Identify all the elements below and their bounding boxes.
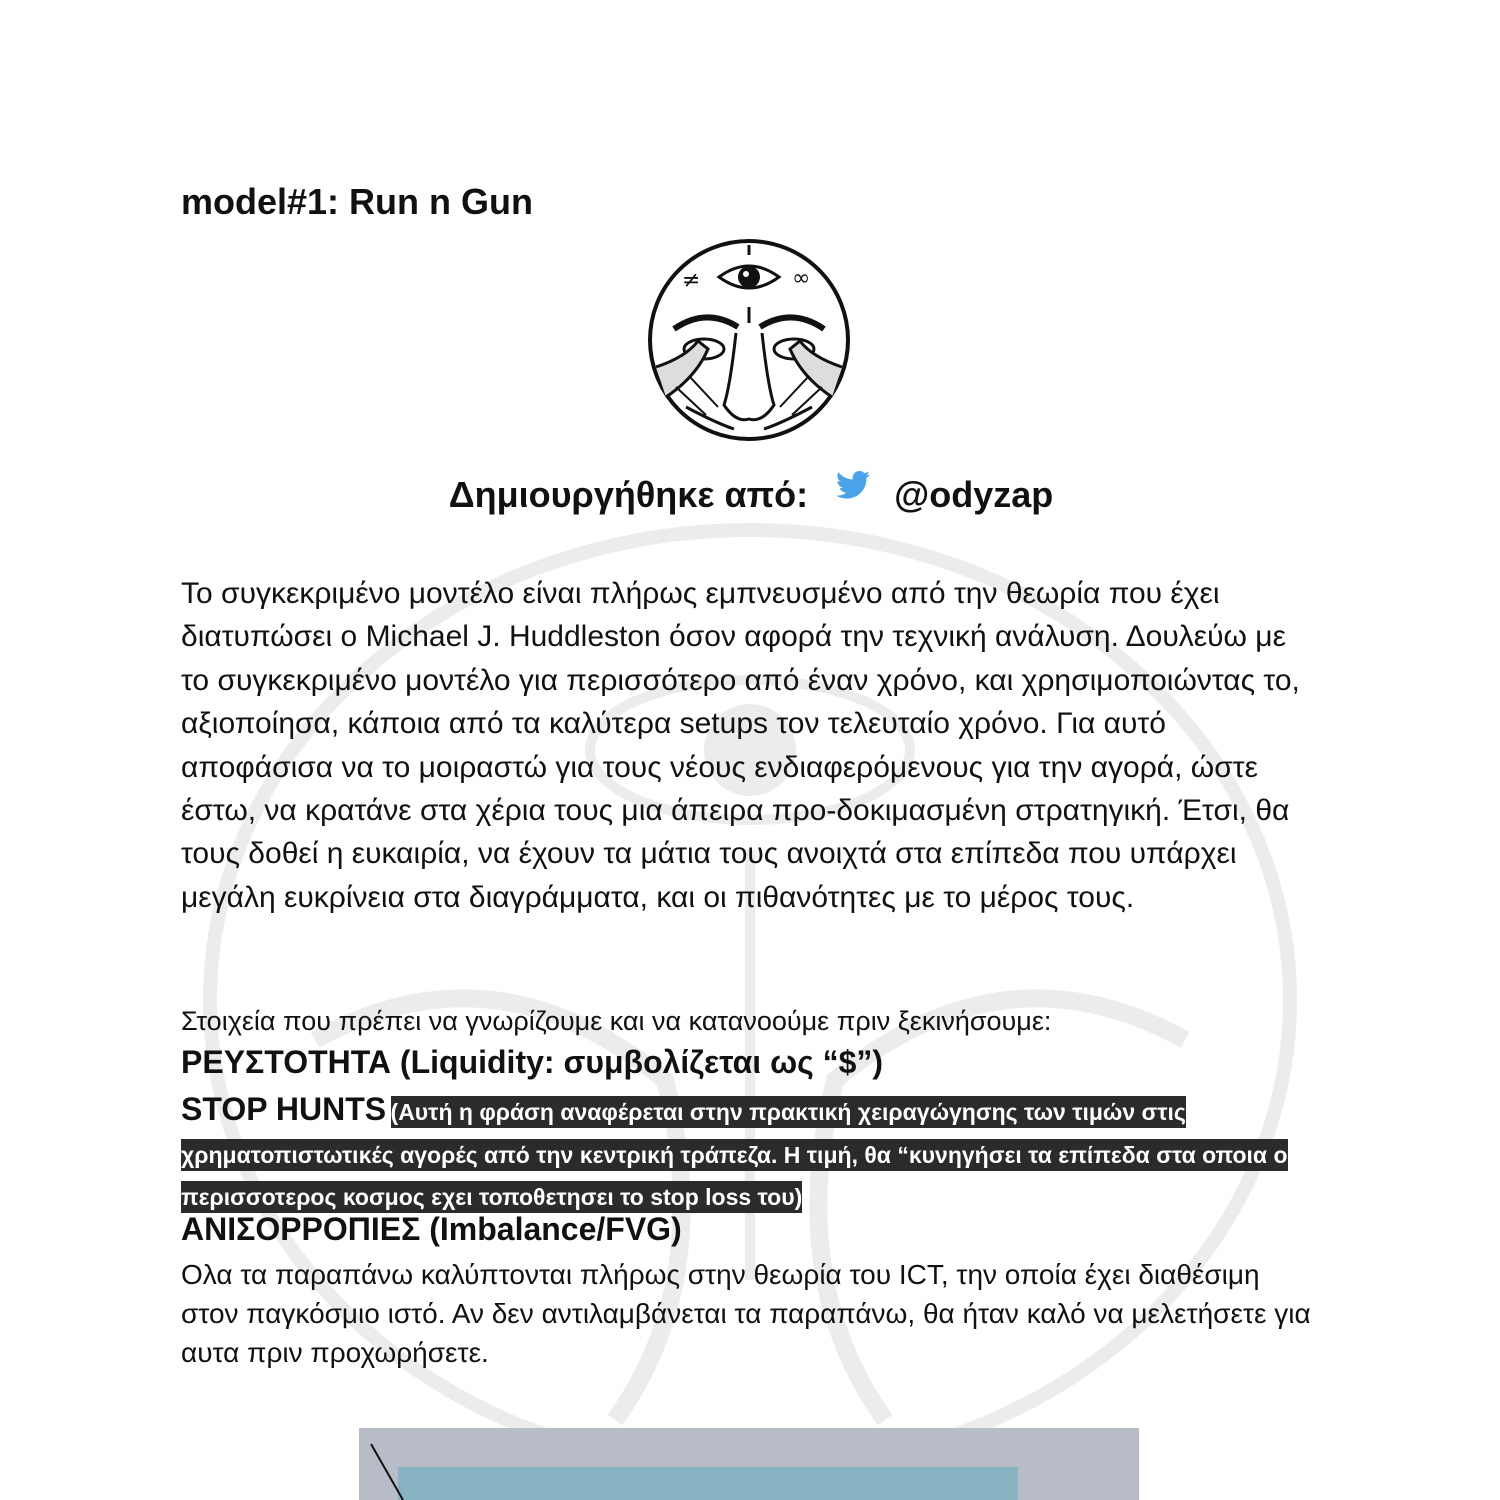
term-imbalance: ΑΝΙΣΟΡΡΟΠΙΕΣ (Imbalance/FVG) [181,1211,682,1247]
eye-face-emblem-icon [646,237,852,443]
byline-label: Δημιουργήθηκε από: [448,474,809,515]
svg-text:≠: ≠ [682,268,701,293]
author-handle-link[interactable]: @odyzap [894,474,1054,515]
author-byline [181,472,1321,518]
term-stop-hunts [181,1090,1321,1221]
svg-text:∞: ∞ [792,266,811,291]
chart-diagonal-line [359,1428,1139,1500]
chart-image-preview [359,1428,1139,1500]
closing-paragraph: Ολα τα παραπάνω καλύπτονται πλήρως στην θεωρία του ICT, την οποία έχει διαθέσιμη στον παγκόσμιο ιστό. Αν δεν αντιλαμβάνεται τα παραπάνω, θα ήταν καλό να μελετήσετε για αυτα πριν προχωρήσετε. [181,1259,1311,1368]
document-title: model#1: Run n Gun [181,181,534,222]
prerequisites-intro: Στοιχεία που πρέπει να γνωρίζουμε και να κατανοούμε πριν ξεκινήσουμε: [181,1006,1052,1036]
term-stop-hunts-title: STOP HUNTS [181,1091,387,1127]
intro-paragraph: Το συγκεκριμένο μοντέλο είναι πλήρως εμπνευσμένο από την θεωρία που έχει διατυπώσει ο Michael J. Huddleston όσον αφορά την τεχνική ανάλυση. Δουλεύω με το συγκεκριμένο μοντέλο για περισσότερο από έναν χρόνο, και χρησιμοποιώντας το, αξιοποίησα, κάποια από τα καλύτερα setups τον τελευταίο χρόνο. Για αυτό αποφάσισα να το μοιραστώ για τους νέους ενδιαφερόμενους για την αγορά, ώστε έστω, να κρατάνε στα χέρια τους μια άπειρα προ-δοκιμασμένη στρατηγική. Έτσι, θα τους δοθεί η ευκαιρία, να έχουν τα μάτια τους ανοιχτά στα επίπεδα που υπάρχει μεγάλη ευκρίνεια στα διαγράμματα, και οι πιθανότητες με το μέρος τους. [181,577,1300,914]
twitter-bird-icon[interactable] [836,470,870,500]
term-liquidity: ΡΕΥΣΤΟΤΗΤΑ (Liquidity: συμβολίζεται ως “$”) [181,1044,884,1080]
term-stop-hunts-note: (Αυτή η φράση αναφέρεται στην πρακτική χειραγώγησης των τιμών στις χρηματοπιστωτικές αγορές από την κεντρική τράπεζα. Η τιμή, θα “κυνηγήσει τα επίπεδα στα οποια ο περισσοτερος κοσμος εχει τοποθετησει το stop loss του) [181,1096,1288,1213]
